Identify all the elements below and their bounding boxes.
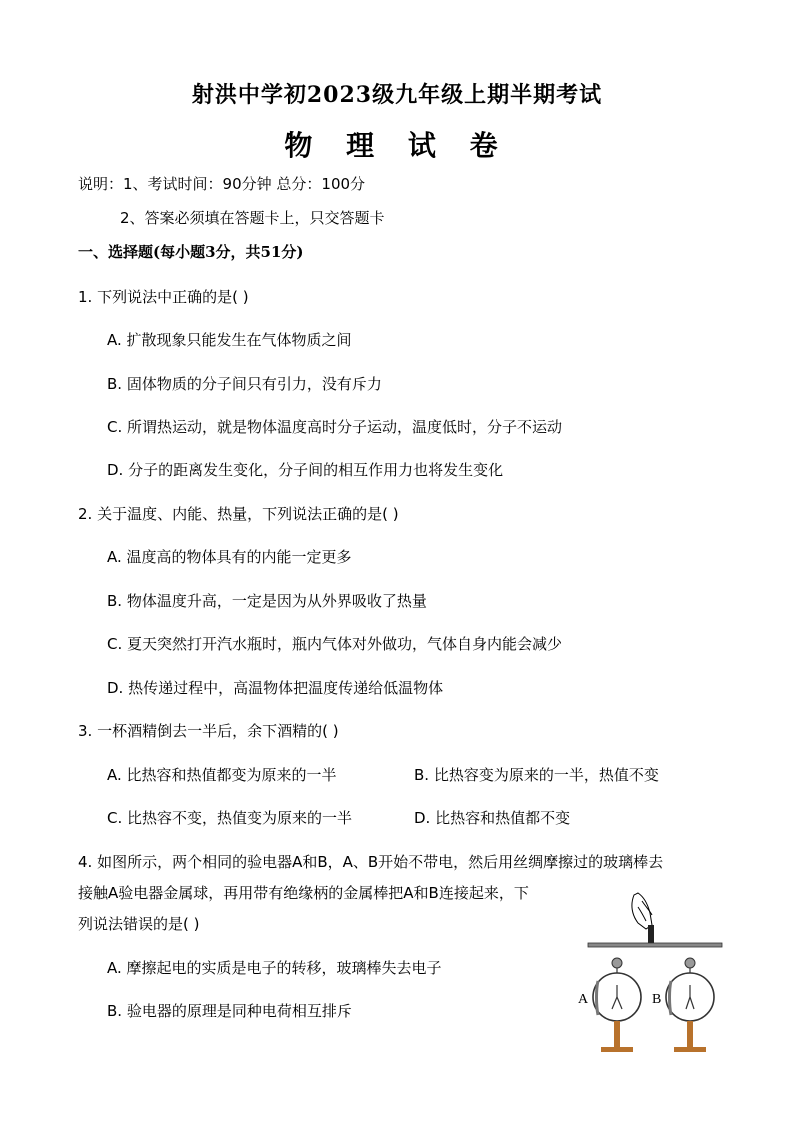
electroscope-illustration: [572, 885, 732, 1060]
question-3-option-d: D. 比热容和热值都不变: [414, 809, 571, 827]
question-2-stem: 2. 关于温度、内能、热量，下列说法正确的是( ): [78, 505, 399, 523]
question-4-option-a: A. 摩擦起电的实质是电子的转移，玻璃棒失去电子: [107, 959, 442, 977]
question-3-stem: 3. 一杯酒精倒去一半后，余下酒精的( ): [78, 722, 339, 740]
question-1-option-d: D. 分子的距离发生变化，分子间的相互作用力也将发生变化: [107, 461, 504, 479]
question-1-option-b: B. 固体物质的分子间只有引力，没有斥力: [107, 375, 382, 393]
question-4-option-b: B. 验电器的原理是同种电荷相互排斥: [107, 1002, 352, 1020]
school-exam-title: 射洪中学初2023级九年级上期半期考试: [191, 82, 603, 108]
metal-rod: [588, 943, 722, 947]
question-4-stem-line-1: 4. 如图所示，两个相同的验电器A和B，A、B开始不带电，然后用丝绸摩擦过的玻璃棒去: [78, 853, 664, 871]
question-3-option-c: C. 比热容不变，热值变为原来的一半: [107, 809, 353, 827]
question-2-option-c: C. 夏天突然打开汽水瓶时，瓶内气体对外做功，气体自身内能会减少: [107, 635, 563, 653]
section-heading-choice: 一、选择题(每小题3分，共51分): [78, 243, 304, 261]
figure-label-b: B: [652, 992, 662, 1007]
instruction-line-1: 说明：1、考试时间：90分钟 总分：100分: [78, 175, 366, 193]
hand-icon: [632, 893, 652, 929]
figure-label-a: A: [578, 992, 589, 1007]
question-2-option-a: A. 温度高的物体具有的内能一定更多: [107, 548, 352, 566]
question-4-stem-line-3: 列说法错误的是( ): [78, 915, 200, 933]
subject-title: 物 理 试 卷: [284, 129, 510, 162]
question-2-option-d: D. 热传递过程中，高温物体把温度传递给低温物体: [107, 679, 444, 697]
insulated-handle: [648, 925, 654, 943]
question-1-stem: 1. 下列说法中正确的是( ): [78, 288, 249, 306]
question-1-option-a: A. 扩散现象只能发生在气体物质之间: [107, 331, 352, 349]
question-4-stem-line-2: 接触A验电器金属球，再用带有绝缘柄的金属棒把A和B连接起来，下: [78, 884, 529, 902]
electroscope-a: [593, 958, 641, 1052]
question-3-option-b: B. 比热容变为原来的一半，热值不变: [414, 766, 659, 784]
electroscope-figure: [572, 885, 732, 1060]
question-3-option-a: A. 比热容和热值都变为原来的一半: [107, 766, 337, 784]
electroscope-b: [666, 958, 714, 1052]
instruction-line-2: 2、答案必须填在答题卡上，只交答题卡: [120, 209, 385, 227]
question-2-option-b: B. 物体温度升高，一定是因为从外界吸收了热量: [107, 592, 427, 610]
question-1-option-c: C. 所谓热运动，就是物体温度高时分子运动，温度低时，分子不运动: [107, 418, 563, 436]
